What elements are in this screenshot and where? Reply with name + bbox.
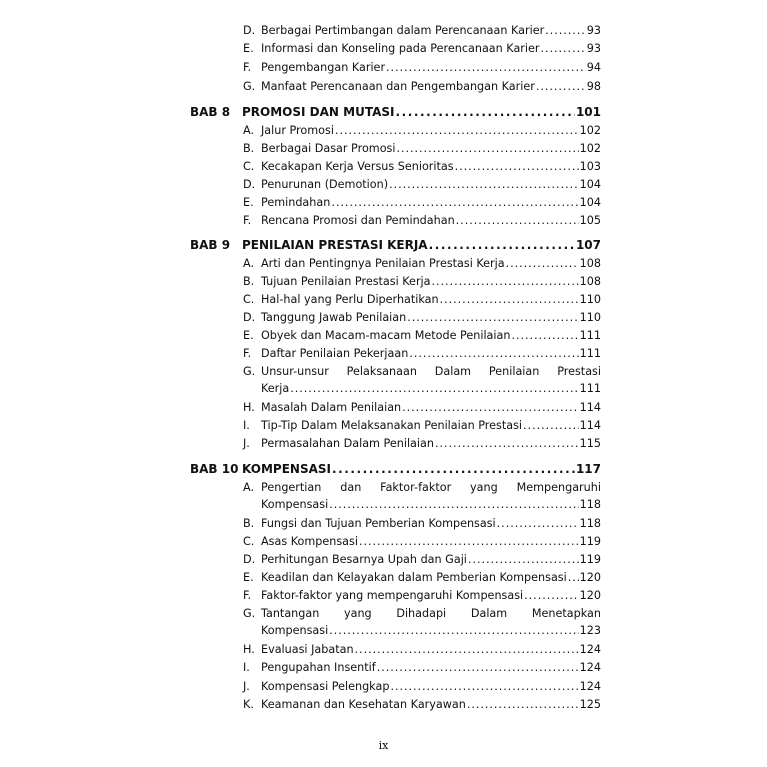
- toc-entry: F. Pengembangan Karier . . . 94: [243, 59, 601, 76]
- toc-entry: C. Kecakapan Kerja Versus Senioritas . . . 103: [243, 158, 601, 175]
- toc-entry: F. Rencana Promosi dan Pemindahan . . . 105: [243, 212, 601, 229]
- toc-entry: E. Informasi dan Konseling pada Perencanaan Karier . . . 93: [243, 40, 601, 57]
- toc-entry-multiline: A. Pengertian dan Faktor-faktor yang Mempengaruhi Kompensasi . . . 118: [243, 479, 601, 513]
- page-number: ix: [378, 739, 389, 752]
- toc-entry: K. Keamanan dan Kesehatan Karyawan . . . 125: [243, 696, 601, 713]
- toc-entry: B. Tujuan Penilaian Prestasi Kerja . . . 108: [243, 273, 601, 290]
- toc-entry: D. Tanggung Jawab Penilaian . . . 110: [243, 309, 601, 326]
- toc-entry-multiline: G. Tantangan yang Dihadapi Dalam Menetapkan Kompensasi . . . 123: [243, 605, 601, 639]
- toc-entry: F. Faktor-faktor yang mempengaruhi Kompensasi . . . 120: [243, 587, 601, 604]
- chapter-heading: BAB 9 PENILAIAN PRESTASI KERJA . . . 107: [190, 237, 601, 254]
- toc-entry: D. Perhitungan Besarnya Upah dan Gaji . . . 119: [243, 551, 601, 568]
- toc-entry: H. Evaluasi Jabatan . . . 124: [243, 641, 601, 658]
- toc-entry-multiline: G. Unsur-unsur Pelaksanaan Dalam Penilaian Prestasi Kerja . . . 111: [243, 363, 601, 397]
- toc-entry: D. Penurunan (Demotion) . . . 104: [243, 176, 601, 193]
- toc-entry: E. Pemindahan . . . 104: [243, 194, 601, 211]
- chapter-heading: BAB 8 PROMOSI DAN MUTASI . . . 101: [190, 104, 601, 121]
- toc-entry: D. Berbagai Pertimbangan dalam Perencanaan Karier . . . 93: [243, 22, 601, 39]
- toc-entry: E. Obyek dan Macam-macam Metode Penilaian . . . 111: [243, 327, 601, 344]
- chapter-heading: BAB 10 KOMPENSASI . . . 117: [190, 461, 601, 478]
- toc-entry: A. Jalur Promosi . . . 102: [243, 122, 601, 139]
- toc-entry: B. Fungsi dan Tujuan Pemberian Kompensasi . . . 118: [243, 515, 601, 532]
- toc-entry: C. Hal-hal yang Perlu Diperhatikan . . . 110: [243, 291, 601, 308]
- toc-entry: I. Pengupahan Insentif . . . 124: [243, 659, 601, 676]
- toc-entry: I. Tip-Tip Dalam Melaksanakan Penilaian Prestasi . . . 114: [243, 417, 601, 434]
- toc-entry: J. Permasalahan Dalam Penilaian . . . 115: [243, 435, 601, 452]
- toc-entry: G. Manfaat Perencanaan dan Pengembangan Karier . . . 98: [243, 78, 601, 95]
- toc-entry: B. Berbagai Dasar Promosi . . . 102: [243, 140, 601, 157]
- toc-entry: H. Masalah Dalam Penilaian . . . 114: [243, 399, 601, 416]
- toc-entry: A. Arti dan Pentingnya Penilaian Prestasi Kerja . . . 108: [243, 255, 601, 272]
- toc-entry: J. Kompensasi Pelengkap . . . 124: [243, 678, 601, 695]
- toc-entry: F. Daftar Penilaian Pekerjaan . . . 111: [243, 345, 601, 362]
- toc-entry: C. Asas Kompensasi . . . 119: [243, 533, 601, 550]
- toc-entry: E. Keadilan dan Kelayakan dalam Pemberian Kompensasi . . . 120: [243, 569, 601, 586]
